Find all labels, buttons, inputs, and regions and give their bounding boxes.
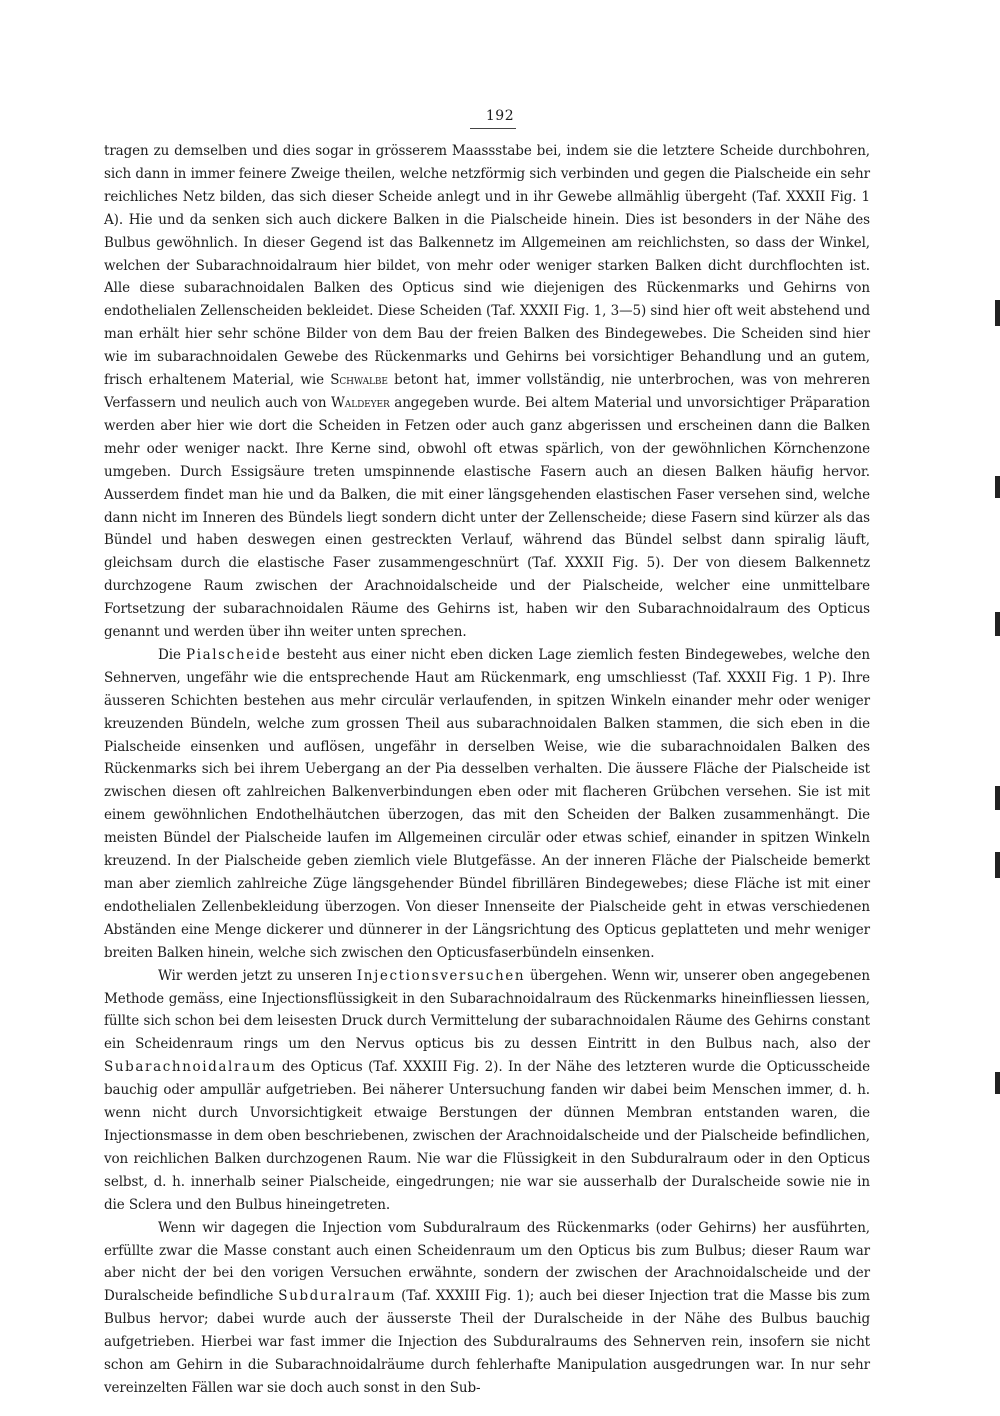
scan-edge-mark bbox=[995, 612, 1000, 636]
emphasized-term: Subarachnoidalraum bbox=[104, 1059, 277, 1076]
paragraph bbox=[104, 965, 870, 1217]
text-run: des Opticus (Taf. XXXIII Fig. 2). In der Nähe des letzteren wurde die Opticusscheide bauchig oder ampullär aufgetrieben. Bei näherer Untersuchung fanden wir dabei beim Menschen immer, d. h. wenn nicht durch Unvorsichtigkeit etwaige Berstungen der dünnen Membran entstanden waren, die Injectionsmasse in dem oben beschriebenen, zwischen der Arachnoidalscheide und der Pialscheide befindlichen, von reichlichen Balken durchzogenen Raum. Nie war die Flüssigkeit in den Subduralraum oder in den Opticus selbst, d. h. innerhalb seiner Pialscheide, eingedrungen; nie war sie ausserhalb der Duralscheide sowie nie in die Sclera und den Bulbus hineingetreten. bbox=[104, 1059, 870, 1213]
author-name: Waldeyer bbox=[331, 394, 390, 411]
page-number-rule bbox=[470, 128, 516, 129]
scan-edge-mark bbox=[995, 476, 1000, 498]
text-run: (Taf. XXXIII Fig. 1); auch bei dieser Injection trat die Masse bis zum Bulbus hervor; dabei wurde auch der äusserste Theil der Duralscheide in der Nähe des Bulbus bauchig aufgetrieben. Hierbei war fast immer die Injection des Subduralraums des Sehnerven rein, insofern sie nicht schon am Gehirn in die Subarachnoidalräume durch fehlerhafte Manipulation ausgedrungen war. In nur sehr vereinzelten Fällen war sie doch auch sonst in den Sub- bbox=[104, 1288, 870, 1396]
emphasized-term: Subduralraum bbox=[278, 1288, 397, 1305]
scan-edge-mark bbox=[995, 852, 1000, 878]
emphasized-term: Pialscheide bbox=[186, 646, 282, 663]
page-number: 192 bbox=[485, 108, 515, 124]
text-run: angegeben wurde. Bei altem Material und unvorsichtiger Präparation werden aber hier wie dort die Scheiden in Fetzen oder auch ganz abgerissen und erscheinen dann die Balken mehr oder weniger nackt. Ihre Kerne sind, obwohl oft etwas spärlich, von der gewöhnlichen Körnchenzone umgeben. Durch Essigsäure treten umspinnende elastische Fasern auch an diesen Balken häufig hervor. Ausserdem findet man hie und da Balken, die mit einer längsgehenden elastischen Faser versehen sind, welche dann nicht im Inneren des Bündels liegt sondern dicht unter der Zellenscheide; diese Fasern sind kürzer als das Bündel und haben deswegen einen gestreckten Verlauf, während das Bündel selbst dann spiralig läuft, gleichsam durch die elastische Faser zusammengeschnürt (Taf. XXXII Fig. 5). Der von diesem Balkennetz durchzogene Raum zwischen der Arachnoidalscheide und der Pialscheide, welcher eine unmittelbare Fortsetzung der subarachnoidalen Räume des Gehirns ist, haben wir den Subarachnoidalraum des Opticus genannt und werden über ihn weiter unten sprechen. bbox=[104, 394, 870, 641]
text-run: besteht aus einer nicht eben dicken Lage ziemlich festen Bindegewebes, welche den Sehnerven, ungefähr wie die entsprechende Haut am Rückenmark, eng umschliesst (Taf. XXXII Fig. 1 P). Ihre äusseren Schichten bestehen aus mehr circulär verlaufenden, in spitzen Winkeln einander mehr oder weniger kreuzenden Bündeln, welche zum grossen Theil aus subarachnoidalen Balken stammen, die sich eben in die Pialscheide einsenken und auflösen, ungefähr in derselben Weise, wie die subarachnoidalen Balken des Rückenmarks sich bei ihrem Uebergang an der Pia desselben verhalten. Die äussere Fläche der Pialscheide ist zwischen diesen oft zahlreichen Balkenverbindungen eben oder mit flacheren Grübchen versehen. Sie ist mit einem gewöhnlichen Endothelhäutchen überzogen, das mit den Scheiden der Balken zusammenhängt. Die meisten Bündel der Pialscheide laufen im Allgemeinen circulär oder etwas schief, einander in spitzen Winkeln kreuzend. In der Pialscheide geben ziemlich viele Blutgefässe. An der inneren Fläche der Pialscheide bemerkt man aber ziemlich zahlreiche Züge längsgehender Bündel fibrillären Bindegewebes; diese Fläche ist mit einer endothelialen Zellenbekleidung überzogen. Von dieser Innenseite der Pialscheide geht in etwas verschiedenen Abständen eine Menge dickerer und dünnerer in der Längsrichtung des Opticus geplatteten und mehr weniger breiten Balken hinein, welche sich zwischen den Opticusfaserbündeln einsenken. bbox=[104, 646, 870, 961]
scan-edge-mark bbox=[995, 786, 1000, 810]
scan-edge-mark bbox=[995, 300, 1000, 326]
paragraph bbox=[104, 140, 870, 644]
scan-edge-mark bbox=[995, 1072, 1000, 1094]
text-run: betont hat, immer vollständig, nie unterbrochen, was von mehreren Verfassern und neulich auch von bbox=[104, 372, 870, 411]
author-name: Schwalbe bbox=[330, 372, 388, 389]
emphasized-term: Injectionsversuchen bbox=[356, 967, 526, 984]
paragraph bbox=[104, 1217, 870, 1400]
text-run: Wir werden jetzt zu unseren bbox=[158, 967, 357, 984]
body-text bbox=[104, 140, 870, 1400]
text-run: übergehen. Wenn wir, unserer oben angegebenen Methode gemäss, eine Injectionsflüssigkeit in den Subarachnoidalraum des Rückenmarks hineinfliessen liessen, füllte sich schon bei dem leisesten Druck durch Vermittelung der subarachnoidalen Räume des Gehirns constant ein Scheidenraum rings um den Nervus opticus bis zu dessen Eintritt in den Bulbus nach, also der bbox=[104, 967, 871, 1053]
text-run: Wenn wir dagegen die Injection vom Subduralraum des Rückenmarks (oder Gehirns) her ausführten, erfüllte zwar die Masse constant auch einen Scheidenraum um den Opticus bis zum Bulbus; dieser Raum war aber nicht der bei den vorigen Versuchen erwähnte, sondern der zwischen der Arachnoidalscheide und der Duralscheide befindliche bbox=[104, 1219, 870, 1305]
text-run: tragen zu demselben und dies sogar in grösserem Maassstabe bei, indem sie die letztere Scheide durchbohren, sich dann in immer feinere Zweige theilen, welche netzförmig sich verbinden und gegen die Pialscheide ein sehr reichliches Netz bilden, das sich dieser Scheide anlegt und in ihr Gewebe allmählig übergeht (Taf. XXXII Fig. 1 A). Hie und da senken sich auch dickere Balken in die Pialscheide hinein. Dies ist besonders in der Nähe des Bulbus gewöhnlich. In dieser Gegend ist das Balkennetz im Allgemeinen am reichlichsten, so dass der Winkel, welchen der Subarachnoidalraum hier bildet, von mehr oder weniger starken Balken dicht durchflochten ist. Alle diese subarachnoidalen Balken des Opticus sind wie diejenigen des Rückenmarks und Gehirns von endothelialen Zellenscheiden bekleidet. Diese Scheiden (Taf. XXXII Fig. 1, 3—5) sind hier oft weit abstehend und man erhält hier sehr schöne Bilder von dem Bau der freien Balken des Bindegewebes. Die Scheiden sind hier wie im subarachnoidalen Gewebe des Rückenmarks und Gehirns bei vorsichtiger Behandlung und an gutem, frisch erhaltenem Material, wie bbox=[104, 143, 870, 389]
paragraph bbox=[104, 644, 870, 965]
text-run: Die bbox=[158, 646, 187, 663]
